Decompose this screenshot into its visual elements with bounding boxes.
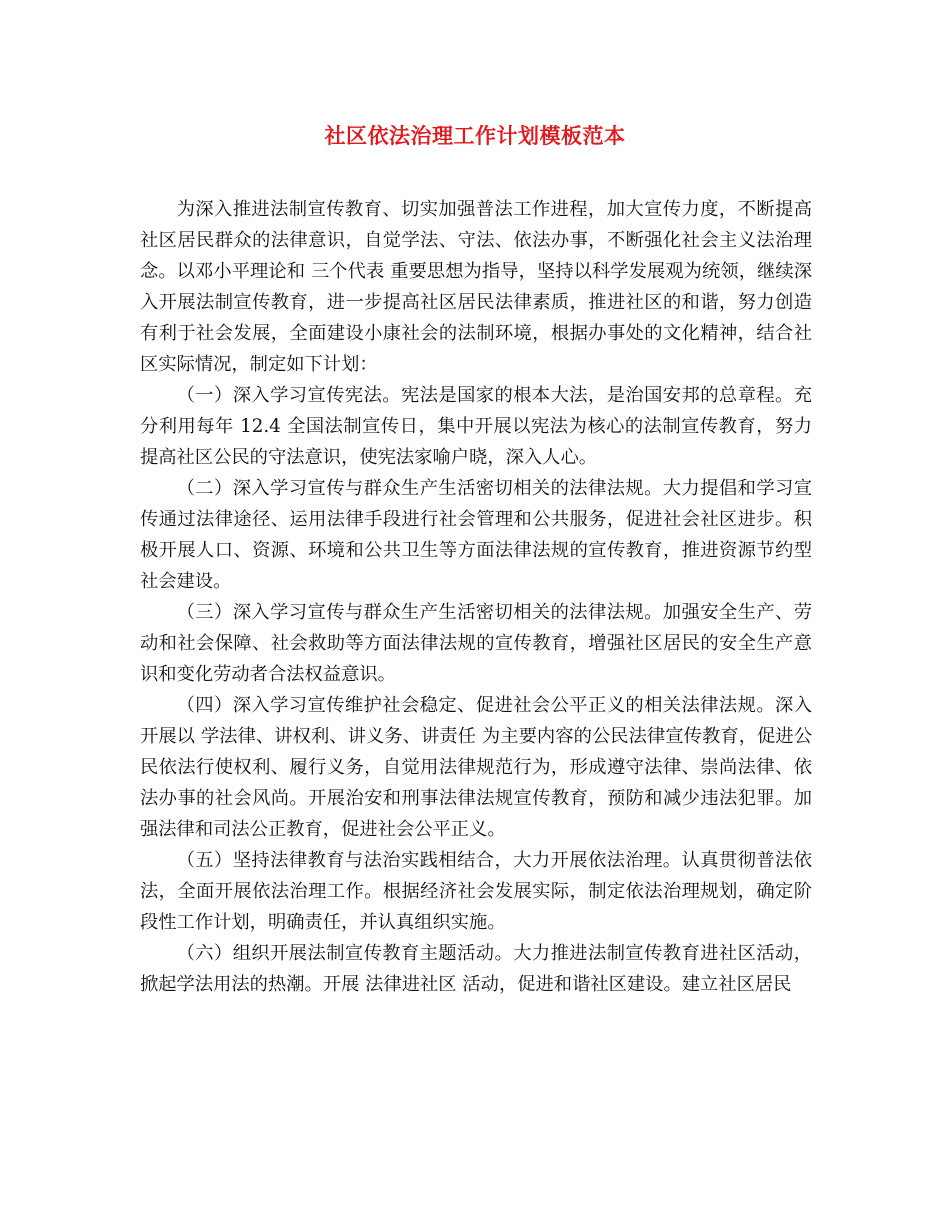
section-1-paragraph: （一）深入学习宣传宪法。宪法是国家的根本大法，是治国安邦的总章程。充分利用每年 12.4 全国法制宣传日，集中开展以宪法为核心的法制宣传教育，努力提高社区公民的守法意识，使宪法家喻户晓，深入人心。 <box>140 385 812 468</box>
intro-paragraph: 为深入推进法制宣传教育、切实加强普法工作进程，加大宣传力度，不断提高社区居民群众的法律意识，自觉学法、守法、依法办事，不断强化社会主义法治理念。以邓小平理论和 三个代表 重要思想为指导，坚持以科学发展观为统领，继续深入开展法制宣传教育，进一步提高社区居民法律素质，推进社区的和谐，努力创造有利于社会发展，全面建设小康社会的法制环境，根据办事处的文化精神，结合社区实际情况，制定如下计划： <box>140 199 812 375</box>
document-body <box>140 194 812 1000</box>
section-3-paragraph: （三）深入学习宣传与群众生产生活密切相关的法律法规。加强安全生产、劳动和社会保障、社会救助等方面法律法规的宣传教育，增强社区居民的安全生产意识和变化劳动者合法权益意识。 <box>140 602 812 685</box>
section-6-paragraph: （六）组织开展法制宣传教育主题活动。大力推进法制宣传教育进社区活动，掀起学法用法的热潮。开展 法律进社区 活动，促进和谐社区建设。建立社区居民 <box>140 943 812 995</box>
document-title: 社区依法治理工作计划模板范本 <box>324 123 626 148</box>
section-4-paragraph: （四）深入学习宣传维护社会稳定、促进社会公平正义的相关法律法规。深入开展以 学法律、讲权利、讲义务、讲责任 为主要内容的公民法律宣传教育，促进公民依法行使权利、履行义务，自觉用法律规范行为，形成遵守法律、崇尚法律、依法办事的社会风尚。开展治安和刑事法律法规宣传教育，预防和减少违法犯罪。加强法律和司法公正教育，促进社会公平正义。 <box>140 695 812 840</box>
section-5-paragraph: （五）坚持法律教育与法治实践相结合，大力开展依法治理。认真贯彻普法依法，全面开展依法治理工作。根据经济社会发展实际，制定依法治理规划，确定阶段性工作计划，明确责任，并认真组织实施。 <box>140 850 812 933</box>
section-2-paragraph: （二）深入学习宣传与群众生产生活密切相关的法律法规。大力提倡和学习宣传通过法律途径、运用法律手段进行社会管理和公共服务，促进社会社区进步。积极开展人口、资源、环境和公共卫生等方面法律法规的宣传教育，推进资源节约型社会建设。 <box>140 478 812 592</box>
